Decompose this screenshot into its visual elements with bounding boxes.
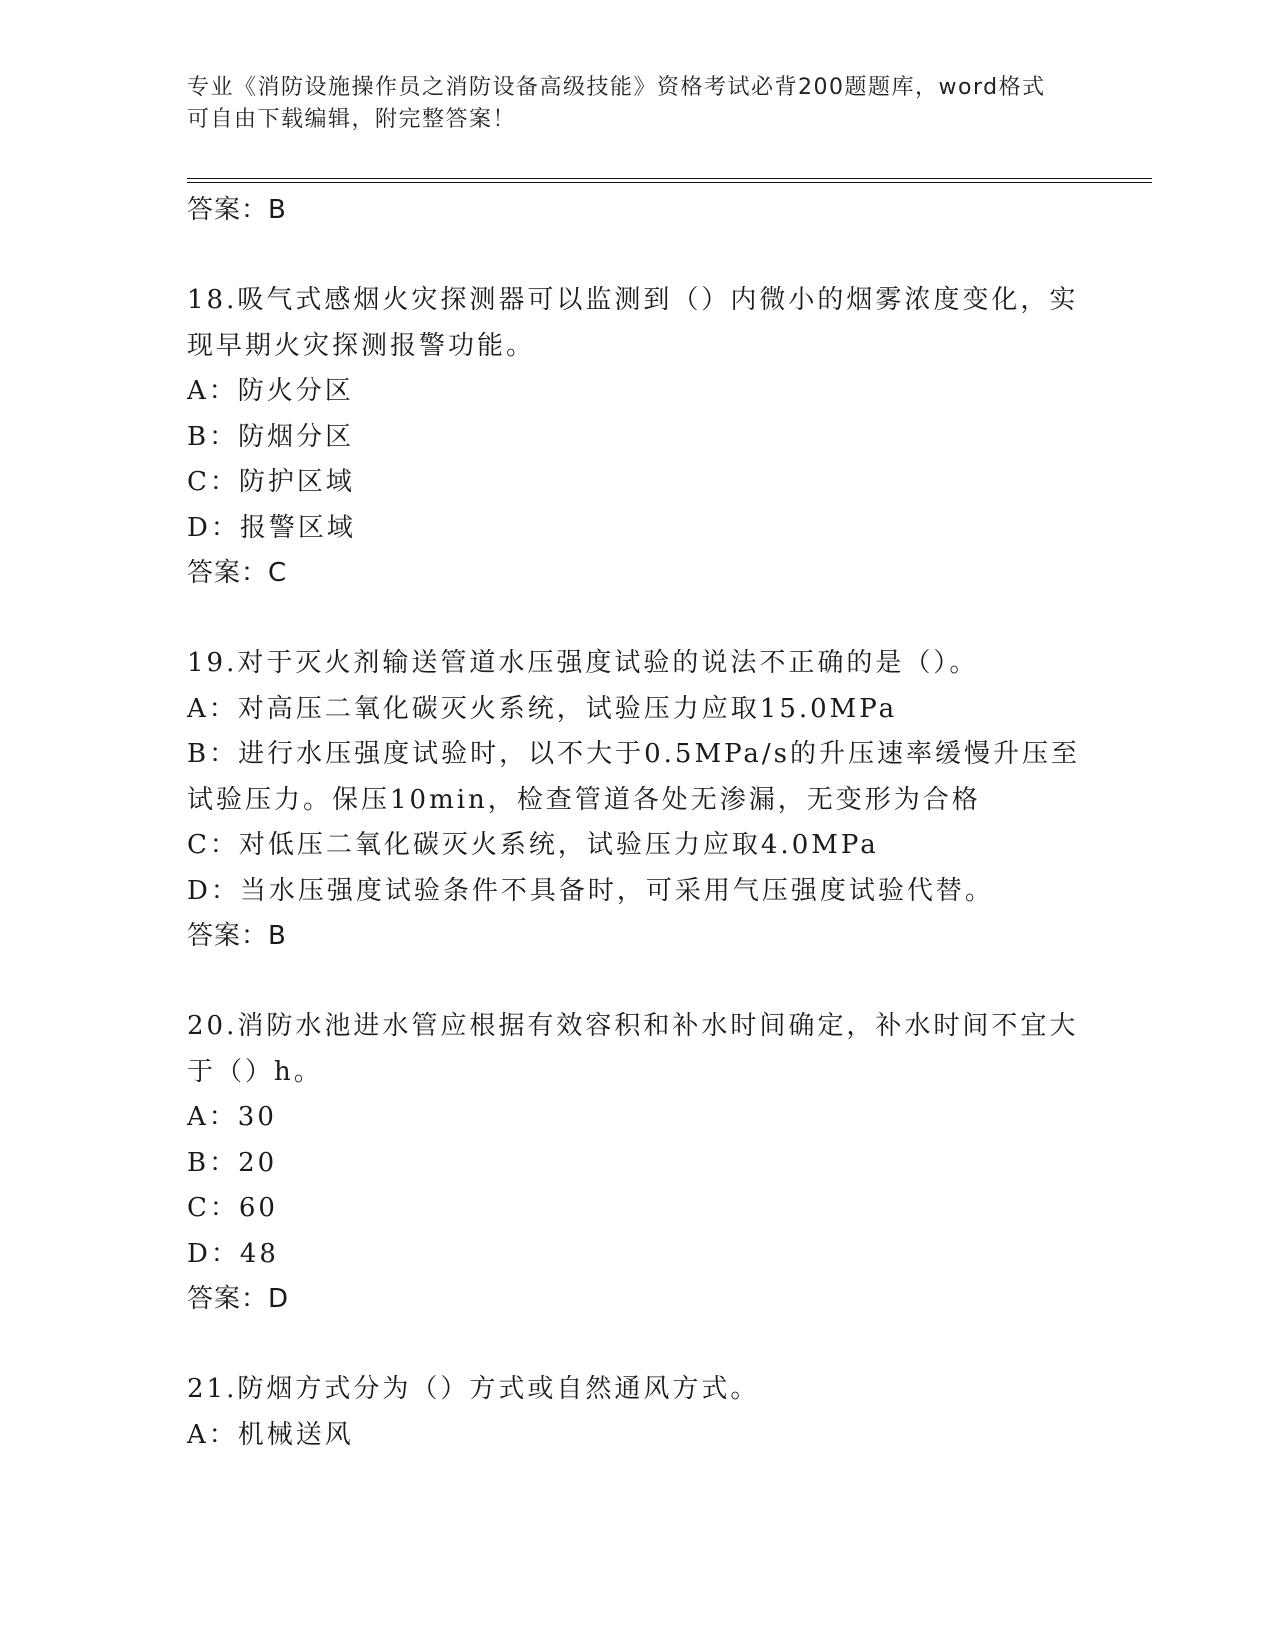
question-stem: 19.对于灭火剂输送管道水压强度试验的说法不正确的是（）。 [187,648,979,678]
option-d: D：当水压强度试验条件不具备时，可采用气压强度试验代替。 [187,875,994,906]
question-stem-continued: 于（）h。 [187,1056,323,1087]
option-a: A：对高压二氧化碳灭火系统，试验压力应取15.0MPa [187,693,898,724]
header-divider-bottom [187,182,1152,183]
answer-q19: 答案：B [187,921,287,951]
option-a: A：机械送风 [187,1419,354,1450]
question-stem-continued: 现早期火灾探测报警功能。 [187,330,536,361]
answer-q17: 答案：B [187,195,287,225]
option-a: A：30 [187,1102,277,1132]
option-a: A：防火分区 [187,376,354,406]
option-d: D：48 [187,1238,279,1269]
option-d: D：报警区域 [187,512,356,543]
option-c: C：60 [187,1193,278,1223]
option-b: B：防烟分区 [187,421,355,452]
option-c: C：防护区域 [187,467,355,497]
question-20 [187,1004,1087,1322]
question-19 [187,641,1087,959]
answer-q18: 答案：C [187,558,288,588]
header-text: 专业《消防设施操作员之消防设备高级技能》资格考试必背200题题库，word格式可自由下载编辑，附完整答案！ [187,75,1046,132]
option-c: C：对低压二氧化碳灭火系统，试验压力应取4.0MPa [187,830,879,860]
option-b: B：进行水压强度试验时，以不大于0.5MPa/s的升压速率缓慢升压至 [187,739,1081,769]
question-21 [187,1367,1087,1458]
header-divider-top [187,178,1152,179]
option-b-continued: 试验压力。保压10min，检查管道各处无渗漏，无变形为合格 [187,784,981,815]
document-header [187,72,1067,136]
question-stem: 18.吸气式感烟火灾探测器可以监测到（）内微小的烟雾浓度变化，实 [187,285,1079,315]
option-b: B：20 [187,1147,278,1178]
document-body [187,188,1087,1458]
question-stem: 21.防烟方式分为（）方式或自然通风方式。 [187,1374,760,1404]
answer-q20: 答案：D [187,1284,290,1314]
question-18 [187,278,1087,596]
question-stem: 20.消防水池进水管应根据有效容积和补水时间确定，补水时间不宜大 [187,1011,1079,1041]
